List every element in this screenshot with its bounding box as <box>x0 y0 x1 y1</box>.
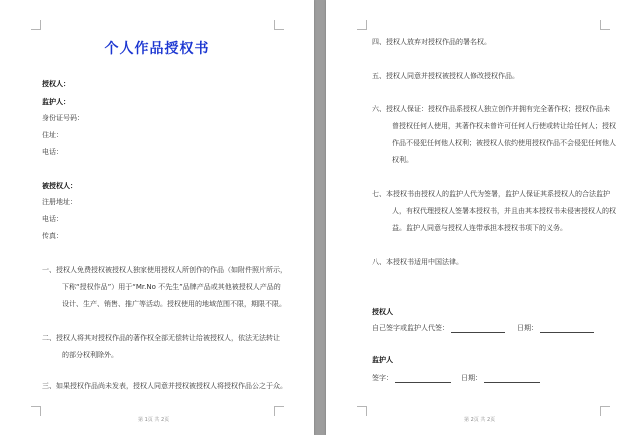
clause-2-line: 的部分权利除外。 <box>62 351 118 359</box>
page-corner-mark <box>31 20 41 30</box>
grantor-date-label: 日期： <box>517 324 538 332</box>
grantor-signature-heading: 授权人 <box>372 308 393 316</box>
grantee-heading: 被授权人： <box>42 182 77 190</box>
guardian-signature-heading: 监护人 <box>372 356 393 364</box>
grantor-sign-label: 自己签字或监护人代签： <box>372 324 449 332</box>
page-corner-mark <box>357 20 367 30</box>
clause-6-line: 作品不侵犯任何他人权利；被授权人依约使用授权作品不会侵犯任何他人 <box>392 139 616 147</box>
clause-1-line: 一、授权人免费授权被授权人独家使用授权人所创作的作品（如附件照片所示， <box>42 266 287 274</box>
document-title: 个人作品授权书 <box>104 41 210 57</box>
clause-1-line: 下称“授权作品”）用于“Mr.No 不先生”品牌产品或其他被授权人产品的 <box>62 283 281 291</box>
grantor-heading: 授权人： <box>42 80 70 88</box>
guardian-sign-label: 签字： <box>372 374 393 382</box>
grantee-phone-field: 电话： <box>42 215 63 223</box>
clause-6-line: 曾授权任何人使用，其著作权未曾许可任何人行使或转让给任何人；授权 <box>392 122 616 130</box>
clause-6-line: 权利。 <box>392 156 413 164</box>
guardian-date-label: 日期： <box>461 374 482 382</box>
document-page-2 <box>326 0 640 435</box>
clause-1-line: 设计、生产、销售、推广等活动。授权使用的地域范围不限，期限不限。 <box>62 300 286 308</box>
grantee-fax-field: 传真： <box>42 232 63 240</box>
grantor-date-blank[interactable] <box>540 325 594 333</box>
guardian-date-blank[interactable] <box>484 375 540 383</box>
clause-4-line: 四、授权人放弃对授权作品的署名权。 <box>372 38 491 46</box>
page-corner-mark <box>357 406 367 416</box>
guardian-address-field: 住址： <box>42 131 63 139</box>
page-footer: 第 2页 共 2页 <box>464 417 496 423</box>
clause-2-line: 二、授权人将其对授权作品的著作权全部无偿转让给被授权人，依法无法转让 <box>42 334 280 342</box>
guardian-signature-blank[interactable] <box>395 375 451 383</box>
clause-6-line: 六、授权人保证：授权作品系授权人独立创作并拥有完全著作权；授权作品未 <box>372 105 610 113</box>
clause-7-line: 七、本授权书由授权人的监护人代为签署，监护人保证其系授权人的合法监护 <box>372 190 610 198</box>
guardian-heading: 监护人： <box>42 98 70 106</box>
page-corner-mark <box>600 406 610 416</box>
page-corner-mark <box>274 406 284 416</box>
grantee-address-field: 注册地址： <box>42 198 77 206</box>
clause-7-line: 人，有权代理授权人签署本授权书，并且由其本授权书未侵害授权人的权 <box>392 207 616 215</box>
clause-5-line: 五、授权人同意并授权被授权人修改授权作品。 <box>372 72 519 80</box>
page-footer: 第 1页 共 2页 <box>138 417 170 423</box>
guardian-phone-field: 电话： <box>42 148 63 156</box>
clause-3-line: 三、如果授权作品尚未发表，授权人同意并授权被授权人将授权作品公之于众。 <box>42 382 287 390</box>
page-corner-mark <box>31 406 41 416</box>
clause-7-line: 益。监护人同意与授权人连带承担本授权书项下的义务。 <box>392 224 567 232</box>
grantor-signature-row <box>372 324 594 333</box>
guardian-id-field: 身份证号码： <box>42 114 84 122</box>
page-corner-mark <box>274 20 284 30</box>
clause-8-line: 八、本授权书适用中国法律。 <box>372 258 463 266</box>
document-page-1 <box>0 0 314 435</box>
guardian-signature-row <box>372 374 540 383</box>
page-corner-mark <box>600 20 610 30</box>
grantor-signature-blank[interactable] <box>451 325 505 333</box>
